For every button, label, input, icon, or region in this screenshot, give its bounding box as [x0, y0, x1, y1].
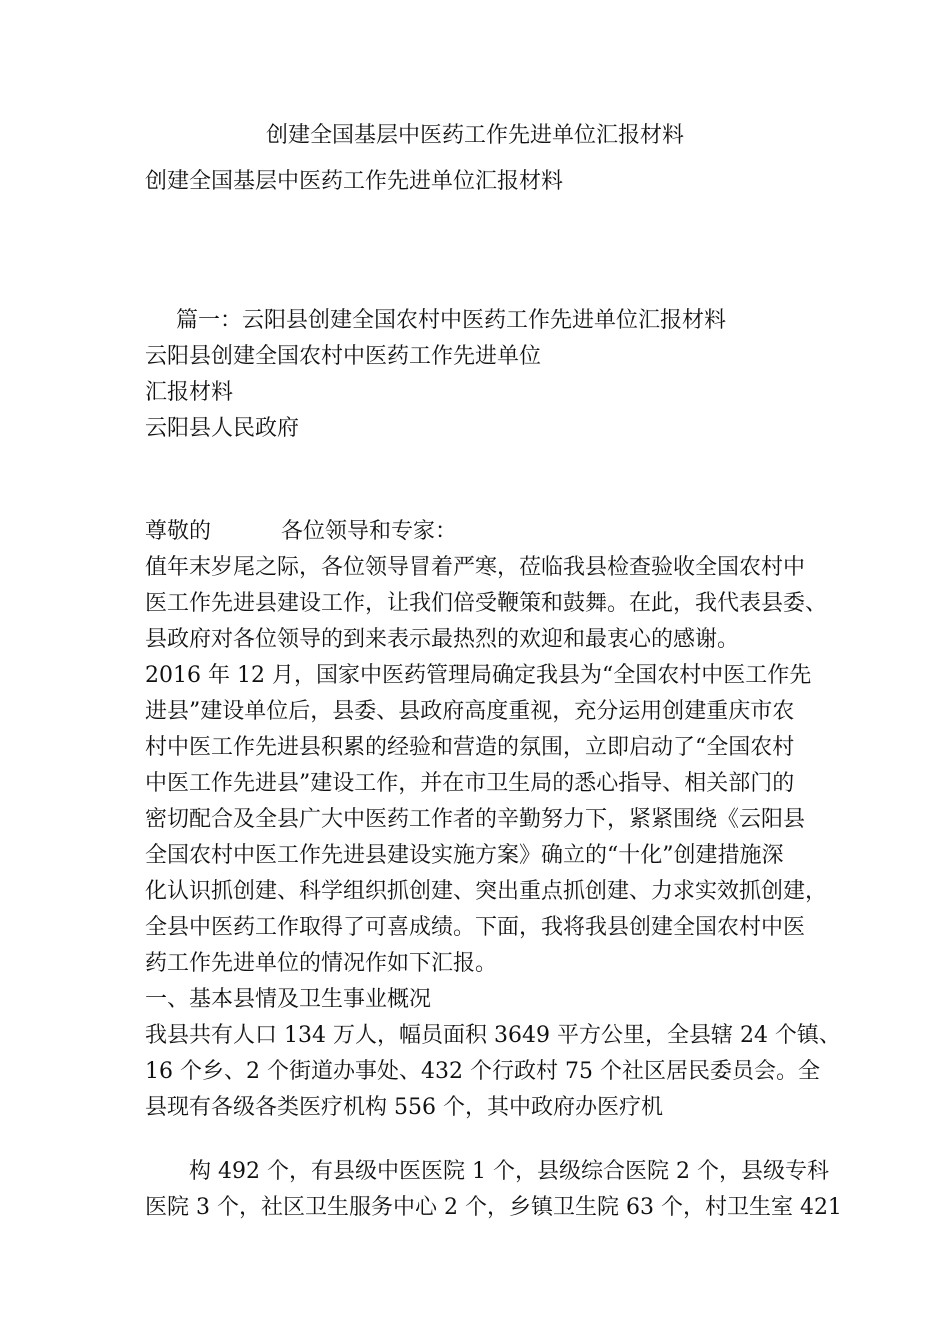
section-heading: 篇一：云阳县创建全国农村中医药工作先进单位汇报材料	[176, 308, 727, 333]
document-title: 创建全国基层中医药工作先进单位汇报材料	[265, 123, 684, 148]
body-line: 进县”建设单位后，县委、县政府高度重视，充分运用创建重庆市农	[145, 699, 795, 724]
body-line: 16 个乡、2 个街道办事处、432 个行政村 75 个社区居民委员会。全	[145, 1059, 820, 1084]
continuation-line: 构 492 个，有县级中医医院 1 个，县级综合医院 2 个，县级专科	[189, 1159, 829, 1184]
document-subtitle: 创建全国基层中医药工作先进单位汇报材料	[145, 169, 564, 194]
salutation	[145, 514, 457, 550]
body-line: 县政府对各位领导的到来表示最热烈的欢迎和最衷心的感谢。	[145, 627, 740, 652]
body-line: 全国农村中医工作先进县建设实施方案》确立的“十化”创建措施深	[145, 843, 784, 868]
salutation-part-2: 各位领导和专家：	[281, 519, 458, 544]
body-line: 医工作先进县建设工作，让我们倍受鞭策和鼓舞。在此，我代表县委、	[145, 591, 828, 616]
author-line: 云阳县人民政府	[145, 416, 300, 441]
body-line: 我县共有人口 134 万人，幅员面积 3649 平方公里，全县辖 24 个镇、	[145, 1023, 841, 1048]
body-line: 2016 年 12 月，国家中医药管理局确定我县为“全国农村中医工作先	[145, 663, 812, 688]
body-line: 全县中医药工作取得了可喜成绩。下面，我将我县创建全国农村中医	[145, 915, 806, 940]
body-line: 药工作先进单位的情况作如下汇报。	[145, 951, 498, 976]
body-line: 化认识抓创建、科学组织抓创建、突出重点抓创建、力求实效抓创建，	[145, 879, 828, 904]
body-line: 中医工作先进县”建设工作，并在市卫生局的悉心指导、相关部门的	[145, 771, 795, 796]
body-line: 密切配合及全县广大中医药工作者的辛勤努力下，紧紧围绕《云阳县	[145, 807, 806, 832]
section-1-heading: 一、基本县情及卫生事业概况	[145, 987, 432, 1012]
report-title-line-1: 云阳县创建全国农村中医药工作先进单位	[145, 344, 542, 369]
continuation-line: 医院 3 个，社区卫生服务中心 2 个，乡镇卫生院 63 个，村卫生室 421	[145, 1195, 842, 1220]
salutation-part-1: 尊敬的	[145, 519, 212, 544]
body-line: 值年末岁尾之际，各位领导冒着严寒，莅临我县检查验收全国农村中	[145, 555, 806, 580]
body-line: 村中医工作先进县积累的经验和营造的氛围，立即启动了“全国农村	[145, 735, 795, 760]
body-line: 县现有各级各类医疗机构 556 个，其中政府办医疗机	[145, 1095, 663, 1120]
report-title-line-2: 汇报材料	[145, 380, 234, 405]
